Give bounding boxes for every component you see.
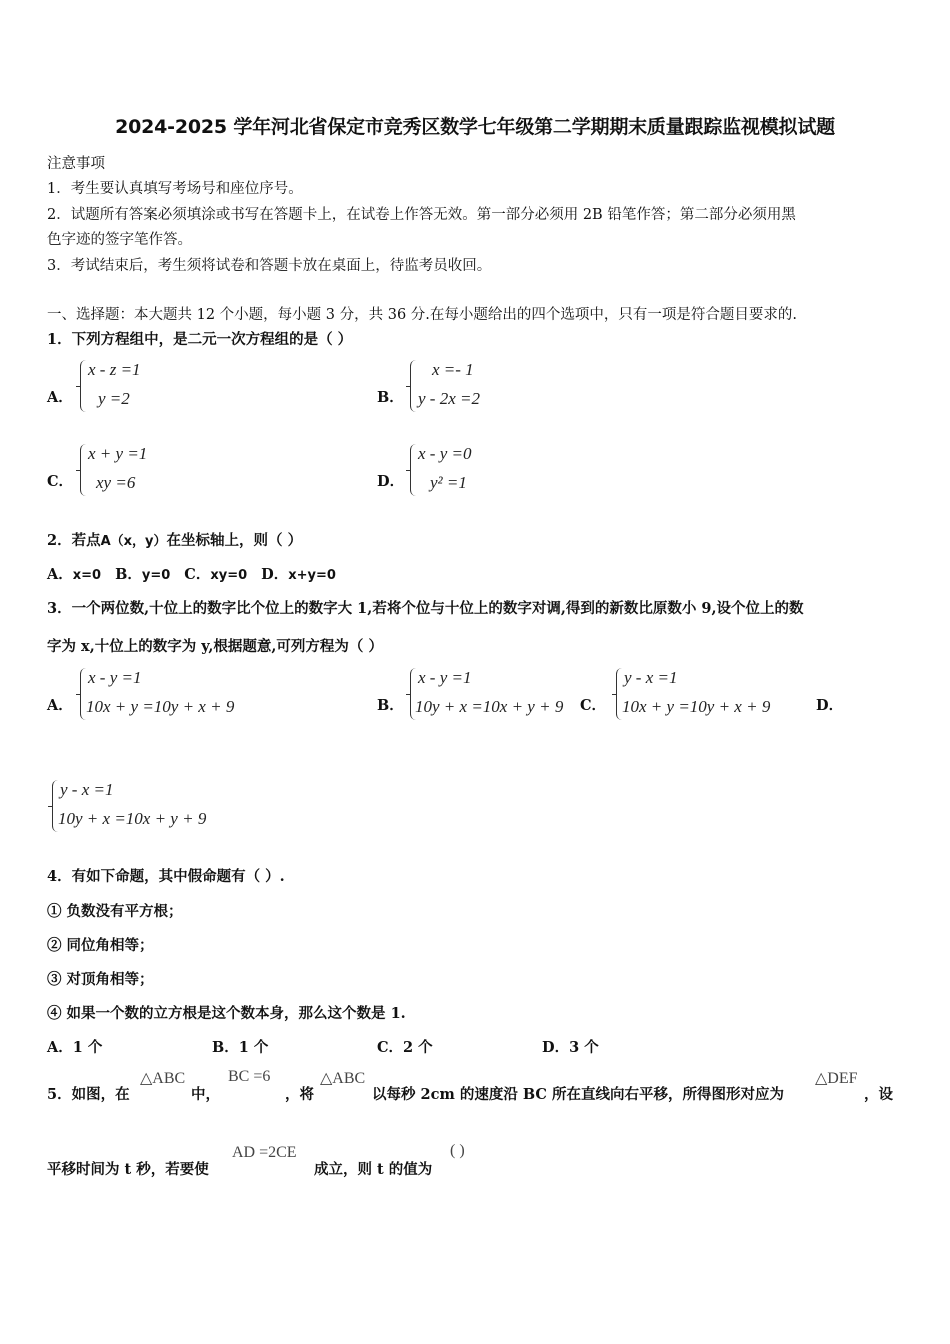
equation-line: 10x + y =10y + x + 9 [622,697,771,716]
equation-line: 10y + x =10x + y + 9 [415,697,564,716]
equation-line: x - y =1 [418,668,472,687]
option-label: D． [261,566,289,583]
option-text: 1 个 [238,1039,269,1056]
option-label: D． [542,1039,570,1056]
math-expression: BC =6 [228,1068,271,1085]
option-label: B． [377,697,404,714]
option-label: A． [47,697,73,714]
question-5-text: ，设 [864,1086,893,1103]
equation-line: x - y =0 [418,444,472,463]
answer-blank: ( ) [450,1142,465,1159]
notice-item: 色字迹的签字笔作答。 [47,232,192,248]
option-text: xy=0 [210,568,248,583]
math-expression: △DEF [815,1070,858,1087]
option-label: A． [47,1039,73,1056]
option-label: A． [47,389,73,406]
option-text: 1 个 [72,1039,103,1056]
brace [80,360,87,412]
question-1-stem: 1．下列方程组中，是二元一次方程组的是（ ） [47,331,353,348]
notice-item: 3．考试结束后，考生须将试卷和答题卡放在桌面上，待监考员收回。 [47,258,492,274]
question-3-line: 3．一个两位数,十位上的数字比个位上的数字大 1,若将个位与十位上的数字对调,得到的新数比原数小 9,设个位上的数 [47,600,804,617]
q4-option-d [542,1036,599,1057]
proposition-item: ② 同位角相等； [47,937,154,954]
option-text: y=0 [141,568,171,583]
proposition-item: ③ 对顶角相等； [47,971,154,988]
notice-item: 1．考生要认真填写考场号和座位序号。 [47,181,303,197]
question-5-text: ，将 [285,1086,314,1103]
math-expression: △ABC [320,1070,366,1087]
equation-line: y - 2x =2 [418,389,480,408]
notice-item: 2．试题所有答案必须填涂或书写在答题卡上，在试卷上作答无效。第一部分必须用 2B 铅笔作答；第二部分必须用黑 [47,207,796,223]
equation-line: y =2 [98,389,130,408]
equation-line: x - z =1 [88,360,141,379]
equation-line: xy =6 [96,473,136,492]
equation-line: x =- 1 [432,360,474,379]
option-label: C． [377,1039,404,1056]
q4-option-c [377,1036,433,1057]
brace [80,444,87,496]
option-label: B． [212,1039,239,1056]
q4-option-b [212,1036,268,1057]
notice-heading: 注意事项 [47,156,105,172]
question-5-text: 中， [191,1086,220,1103]
proposition-item: ④ 如果一个数的立方根是这个数本身，那么这个数是 1. [47,1005,406,1022]
math-expression: △ABC [140,1070,186,1087]
question-5-text: 平移时间为 t 秒，若要使 [47,1161,209,1178]
section-heading: 一、选择题：本大题共 12 个小题，每小题 3 分，共 36 分.在每小题给出的四个选项中，只有一项是符合题目要求的. [47,307,797,323]
question-5-text: 5．如图，在 [47,1086,130,1103]
equation-line: y - x =1 [60,780,114,799]
option-text: 3 个 [569,1039,599,1056]
option-text: x+y=0 [288,568,336,583]
question-4-stem: 4．有如下命题，其中假命题有（ ）. [47,868,285,885]
point-label: A（x，y） [100,534,167,549]
question-5-text: 以每秒 2cm 的速度沿 BC 所在直线向右平移，所得图形对应为 [372,1086,785,1103]
option-text: 2 个 [403,1039,433,1056]
stem-text: 2．若点 [47,532,101,549]
q4-option-a [47,1036,102,1057]
brace [410,444,417,496]
proposition-item: ① 负数没有平方根； [47,903,183,920]
equation-line: y² =1 [430,473,467,492]
option-label: C． [580,697,607,714]
brace [410,360,417,412]
equation-line: 10y + x =10x + y + 9 [58,809,207,828]
option-label: B． [377,389,404,406]
page-title: 2024-2025 学年河北省保定市竞秀区数学七年级第二学期期末质量跟踪监视模拟试题 [115,116,835,138]
equation-line: y - x =1 [624,668,678,687]
math-expression: AD =2CE [232,1144,297,1161]
option-text: x=0 [72,568,102,583]
option-label: C． [47,473,74,490]
question-5-text: 成立，则 t 的值为 [314,1161,433,1178]
question-2-stem [47,529,302,550]
option-label: D． [377,473,405,490]
option-label: C． [184,566,211,583]
question-2-options [47,563,336,584]
stem-text: 在坐标轴上，则（ ） [166,532,303,549]
equation-line: x - y =1 [88,668,142,687]
option-label: B． [115,566,142,583]
equation-line: x + y =1 [88,444,148,463]
equation-line: 10x + y =10y + x + 9 [86,697,235,716]
option-label: D． [816,697,844,714]
question-3-line: 字为 x,十位上的数字为 y,根据题意,可列方程为（ ） [47,638,383,655]
option-label: A． [47,566,73,583]
